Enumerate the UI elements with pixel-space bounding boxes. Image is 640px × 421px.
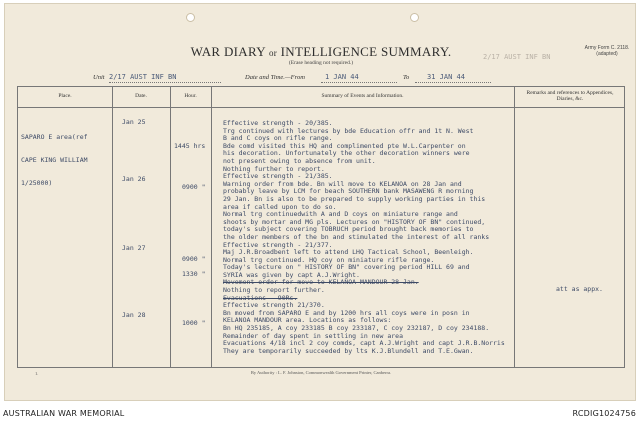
place-line: CAPE KING WILLIAM <box>21 155 88 164</box>
faded-stamp: 2/17 AUST INF BN <box>483 53 551 61</box>
punch-hole-right <box>410 13 419 22</box>
summary-line: his decoration. Unfortunately the other decoration winners were <box>223 149 470 158</box>
summary-line: Effective strength - 21/385. <box>223 172 333 181</box>
summary-line: probably leave by LCM for beach SOUTHERN bank MASAWENG R morning <box>223 187 474 196</box>
hour-entry: 0900 " <box>182 183 206 191</box>
summary-line: area if called upon to do so. <box>223 202 337 211</box>
col-head-place: Place. <box>58 93 72 99</box>
col-head-summary: Summary of Events and Information. <box>321 93 404 99</box>
summary-line: Bn moved from SAPARO E and by 1200 hrs all coys were in posn in <box>223 308 470 317</box>
date-jan-28: Jan 28 <box>122 311 146 319</box>
summary-line: 29 Jan. Bn is also to be prepared to supply working parties in this <box>223 194 486 203</box>
summary-line: They are temporarily succeeded by lts K.J.Blundell and T.E.Gwan. <box>223 346 474 355</box>
form-number-text: Army Form C. 2118. <box>584 45 630 51</box>
place-line: 1/25000) <box>21 178 53 187</box>
summary-line: Bn HQ 235185, A coy 233185 B coy 233187, C coy 232187, D coy 234188. <box>223 324 490 333</box>
col-head-remarks: Remarks and references to Appendices, Diaries, &c. <box>526 90 614 102</box>
summary-line: Bde comd visited this HQ and complimented pte W.L.Carpenter on <box>223 141 466 150</box>
summary-line: Trg continued with lectures by bde Education offr and 1t N. West <box>223 126 474 135</box>
summary-line: Evacuations - 90Rs. <box>223 293 298 302</box>
summary-line: Nothing further to report. <box>223 164 325 173</box>
place-entry <box>21 119 88 203</box>
date-jan-26: Jan 26 <box>122 175 146 183</box>
hour-entry: 0900 " <box>182 255 206 263</box>
diary-table <box>17 86 625 368</box>
datetime-label: Date and Time.—From <box>245 74 305 81</box>
divider-hour-summary <box>211 87 212 367</box>
title-war-diary: WAR DIARY <box>190 44 266 59</box>
summary-line: KELANOA MANDOUR area. Locations as follows: <box>223 316 392 325</box>
remark-appendix: att as appx. <box>556 285 603 293</box>
summary-line: Remainder of day spent in settling in new area <box>223 331 404 340</box>
hour-entry: 1445 hrs <box>174 142 206 150</box>
summary-line: today's subject covering TOBRUCH period brought back memories to <box>223 225 474 234</box>
summary-line: B and C coys on rifle range. <box>223 134 333 143</box>
summary-entries <box>223 120 505 355</box>
summary-line: Evacuations 4/18 incl 2 coy comds, capt A.J.Wright and capt J.R.B.Norris <box>223 339 505 348</box>
header-rule <box>18 107 624 108</box>
summary-line: Warning order from bde. Bn will move to KELANOA on 28 Jan and <box>223 179 462 188</box>
summary-line: Nothing to report further. <box>223 286 325 295</box>
col-head-date: Date. <box>135 93 147 99</box>
diary-sheet <box>4 3 636 401</box>
col-head-hour: Hour. <box>184 93 197 99</box>
from-underline <box>321 82 397 83</box>
date-jan-25: Jan 25 <box>122 118 146 126</box>
form-number <box>579 45 635 57</box>
summary-line: Effective strength - 20/385. <box>223 119 333 127</box>
footer-printer: By Authority : L. F. Johnston, Commonwealth Government Printer, Canberra. <box>250 370 392 375</box>
summary-line: Today's lecture on " HISTORY OF BN" covering period HILL 69 and <box>223 263 470 272</box>
archive-reference: RCDIG1024756 <box>572 409 636 418</box>
to-value: 31 JAN 44 <box>427 73 465 81</box>
title-intelligence-summary: INTELLIGENCE SUMMARY. <box>280 44 452 59</box>
summary-line: Normal trg continued. HQ coy on miniature rifle range. <box>223 255 435 264</box>
archive-caption: AUSTRALIAN WAR MEMORIAL <box>3 409 125 418</box>
hour-entry: 1330 " <box>182 270 206 278</box>
punch-hole-left <box>186 13 195 22</box>
divider-summary-remarks <box>514 87 515 367</box>
form-adapted-text: (adapted) <box>596 51 618 57</box>
form-subtitle: (Erase heading not required.) <box>288 60 354 66</box>
summary-line: not present owing to absence from unit. <box>223 156 376 165</box>
divider-date-hour <box>170 87 171 367</box>
from-value: 1 JAN 44 <box>325 73 359 81</box>
title-or: or <box>268 48 278 58</box>
to-underline <box>415 82 491 83</box>
summary-line: Movement order for move to KELANOA MANDOUR 28 Jan. <box>223 278 419 287</box>
summary-line: Maj J.R.Broadbent left to attend LHQ Tactical School, Beenleigh. <box>223 248 474 257</box>
summary-line: the older members of the bn and stimulated the interest of all ranks <box>223 232 490 241</box>
summary-line: SYRIA was given by capt A.J.Wright. <box>223 270 360 279</box>
summary-line: Effective strength 21/370. <box>223 301 325 310</box>
summary-line: shoots by mortar and MG pls. Lectures on "HISTORY OF BN" continued, <box>223 217 486 226</box>
date-jan-27: Jan 27 <box>122 244 146 252</box>
hour-entry: 1000 " <box>182 319 206 327</box>
summary-line: Effective strength - 21/377. <box>223 240 333 249</box>
place-line: SAPARO E area(ref <box>21 133 88 142</box>
footer-mark: 1. <box>35 371 39 376</box>
to-label: To <box>403 74 410 81</box>
unit-underline <box>109 82 221 83</box>
unit-label: Unit <box>93 74 105 81</box>
divider-place-date <box>112 87 113 367</box>
unit-value: 2/17 AUST INF BN <box>109 73 177 81</box>
summary-line: Normal trg continuedwith A and D coys on miniature range and <box>223 210 458 219</box>
